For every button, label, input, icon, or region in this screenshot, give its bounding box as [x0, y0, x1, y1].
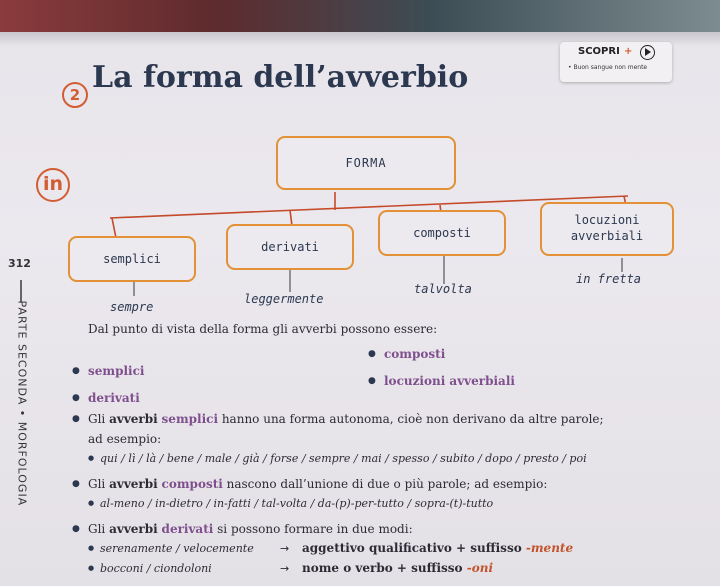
diagram-root-label: FORMA [345, 156, 387, 170]
diagram-node-semplici [68, 236, 196, 282]
diagram-root-box [276, 136, 456, 190]
derivation-example: ● serenamente / velocemente [100, 542, 254, 555]
arrow-icon: → [280, 542, 290, 555]
paragraph-composti [88, 477, 547, 491]
derivation-rule [302, 541, 573, 555]
p-text: Gli [88, 522, 110, 536]
paragraph-semplici [88, 412, 604, 426]
intro-text: Dal punto di vista della forma gli avverbi possono essere: [88, 322, 438, 336]
diagram-example: sempre [110, 300, 154, 314]
section-title: La forma dell’avverbio [92, 60, 469, 95]
scopri-plus: + [624, 46, 633, 57]
p-accent: semplici [161, 412, 219, 426]
section-number: 2 [62, 82, 88, 108]
kind-bullet: ● derivati [88, 391, 140, 405]
scopri-title: SCOPRI [578, 46, 620, 57]
example-list: ● al-meno / in-dietro / in-fatti / tal-volta / da-(p)-per-tutto / sopra-(t)-tutto [100, 497, 493, 510]
arrow-icon: → [280, 562, 290, 575]
example-list: ● qui / lì / là / bene / male / già / forse / sempre / mai / spesso / subito / dopo / presto / poi [100, 452, 587, 465]
diagram-node-composti [378, 210, 506, 256]
paragraph-line: ad esempio: [88, 432, 162, 446]
p-accent: composti [161, 477, 223, 491]
in-icon: in [36, 168, 70, 202]
diagram-node-label: semplici [103, 252, 161, 266]
paragraph-derivati [88, 522, 413, 536]
p-term: avverbi [109, 412, 158, 426]
diagram-node-locuzioni [540, 202, 674, 256]
diagram-node-derivati [226, 224, 354, 270]
kind-bullet: ● composti [384, 347, 445, 361]
diagram-node-label: locuzioni avverbiali [570, 213, 644, 243]
diagram-example: in fretta [576, 272, 642, 286]
derivation-example: ● bocconi / ciondoloni [100, 562, 212, 575]
p-text: nascono dall’unione di due o più parole; ad esempio: [222, 477, 548, 491]
p-text: hanno una forma autonoma, cioè non derivano da altre parole; [218, 412, 604, 426]
kind-bullet: ● locuzioni avverbiali [384, 374, 515, 388]
p-text: Gli [88, 477, 110, 491]
diagram-node-label: composti [413, 226, 471, 240]
diagram-example: leggermente [244, 292, 324, 306]
p-accent: derivati [161, 522, 214, 536]
kind-bullet: ● semplici [88, 364, 144, 378]
side-label-text: PARTE SECONDA • MORFOLOGIA [15, 300, 29, 507]
p-text: si possono formare in due modi: [213, 522, 413, 536]
page-number: 312 [8, 257, 31, 270]
diagram-example: talvolta [414, 282, 472, 296]
rule-suffix: -mente [525, 541, 574, 555]
rule-text: aggettivo qualificativo + suffisso [302, 541, 526, 555]
derivation-rule [302, 561, 493, 575]
diagram-node-label: derivati [261, 240, 319, 254]
p-text: Gli [88, 412, 110, 426]
p-term: avverbi [109, 522, 158, 536]
scopri-text: • Buon sangue non mente [568, 64, 648, 71]
p-term: avverbi [109, 477, 158, 491]
rule-text: nome o verbo + suffisso [302, 561, 467, 575]
rule-suffix: -oni [466, 561, 494, 575]
